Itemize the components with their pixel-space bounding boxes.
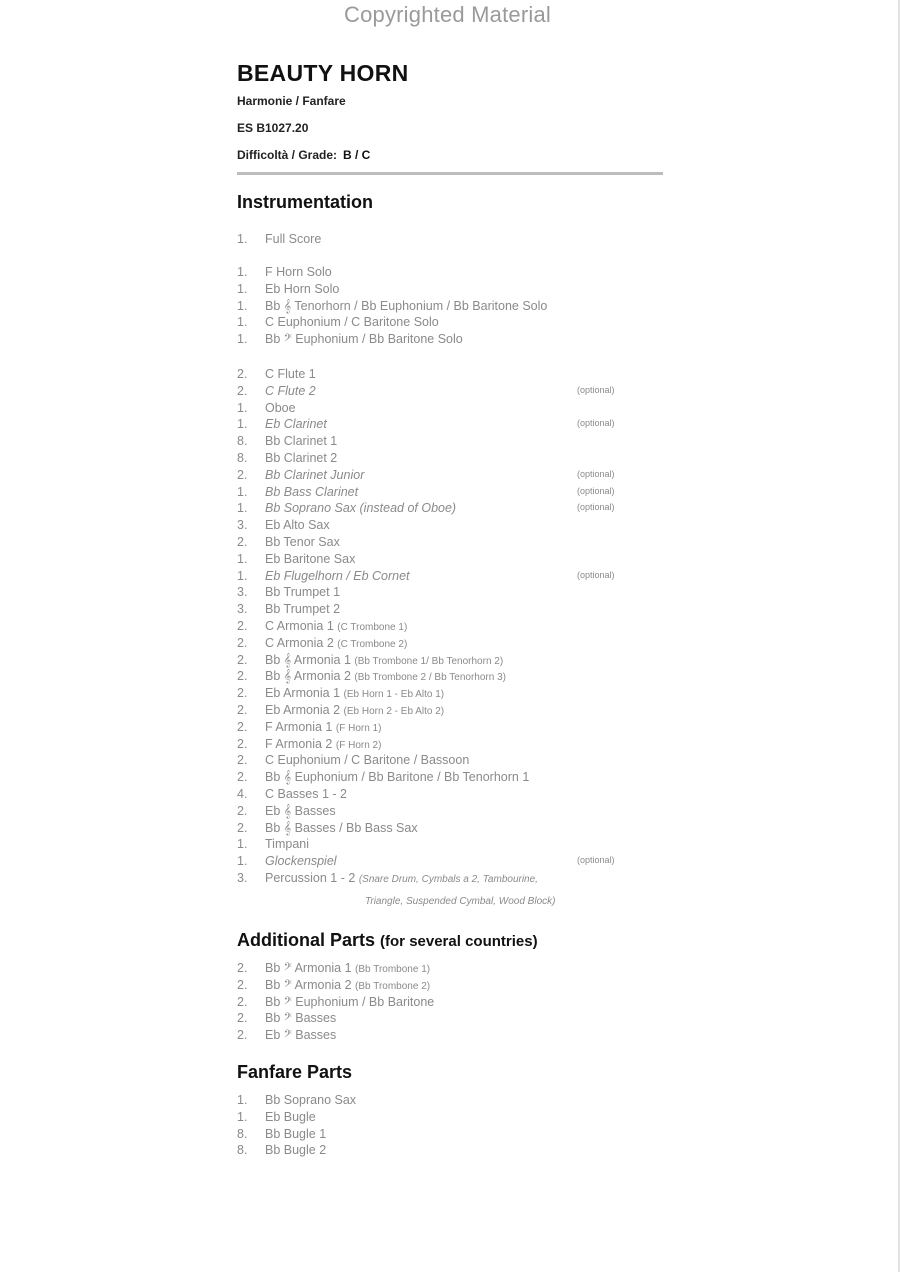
part-note: (Bb Trombone 2 / Bb Tenorhorn 3) [354,672,506,684]
part-item [237,434,657,451]
part-name: Full Score [265,232,322,246]
part-name: C Euphonium / C Baritone Solo [265,315,439,330]
part-name-line [265,602,340,616]
part-name-line [265,871,538,885]
part-name: Eb Baritone Sax [265,551,356,566]
part-item [237,619,657,636]
part-item [237,770,657,787]
part-name-line [265,451,337,465]
part-name-line [265,787,347,801]
part-item [237,552,657,569]
part-name: Eb Flugelhorn / Eb Cornet [265,568,410,583]
fanfare-list [237,1093,657,1160]
part-name: Bb Clarinet 2 [265,450,338,465]
part-item [237,636,657,653]
part-quantity: 3. [237,870,248,885]
part-quantity: 2. [237,686,248,701]
part-item [237,1127,657,1144]
part-item [237,1110,657,1127]
part-name: Bb 𝄞 Tenorhorn / Bb Euphonium / Bb Baritone Solo [265,298,548,313]
part-quantity: 8. [237,434,248,449]
part-item [237,535,657,552]
part-name-line [265,978,430,993]
part-name: Bb 𝄞 Armonia 2 [265,669,351,684]
part-item [237,299,657,316]
part-quantity: 1. [237,501,248,516]
subtitle: Harmonie / Fanfare [237,94,346,108]
part-quantity: 2. [237,994,248,1009]
part-name-line [265,821,418,836]
part-name: Bb 𝄢 Armonia 2 [265,977,352,992]
part-name: Oboe [265,400,296,415]
part-item [237,978,657,995]
part-item [237,995,657,1012]
part-name-line [265,485,358,499]
part-item [237,854,657,871]
part-quantity: 1. [237,568,248,583]
part-note: (C Trombone 1) [337,621,408,633]
optional-tag: (optional) [577,418,615,429]
part-name: Eb Armonia 2 [265,702,341,717]
part-name-line [265,753,469,767]
instrumentation-heading: Instrumentation [237,192,374,212]
part-note: (Eb Horn 1 - Eb Alto 1) [343,689,445,701]
part-quantity: 1. [237,315,248,330]
part-name: C Flute 1 [265,367,316,381]
part-name: F Horn Solo [265,265,332,279]
part-name-line [265,619,407,633]
part-item [237,871,657,888]
part-item [237,451,657,468]
part-item [237,585,657,602]
additional-list [237,961,657,1045]
part-name-line [265,501,456,515]
optional-tag: (optional) [577,384,615,395]
part-name-line [265,282,339,296]
part-item [237,961,657,978]
part-name: F Armonia 1 [265,719,333,734]
part-item [237,315,657,332]
part-quantity: 2. [237,618,248,633]
part-name: F Armonia 2 [265,736,333,751]
part-name-line [265,720,381,734]
part-name: Percussion 1 - 2 [265,870,356,885]
part-name: Bb Clarinet 1 [265,434,338,449]
part-quantity: 2. [237,467,248,482]
part-quantity: 2. [237,652,248,667]
part-quantity: 1. [237,332,248,347]
part-quantity: 1. [237,400,248,415]
part-quantity: 8. [237,450,248,465]
part-quantity: 8. [237,1126,248,1141]
part-name: Bb 𝄢 Euphonium / Bb Baritone Solo [265,332,463,347]
part-quantity: 2. [237,367,248,381]
part-name: Bb Trumpet 2 [265,602,341,617]
part-item [237,1011,657,1028]
part-name-line [265,315,439,329]
part-quantity: 2. [237,702,248,717]
part-quantity: 4. [237,786,248,801]
part-name-line [265,1110,316,1124]
part-quantity: 1. [237,417,248,432]
part-quantity: 2. [237,383,248,398]
part-item [237,417,657,434]
part-name-line [265,837,309,851]
part-quantity: 2. [237,977,248,992]
part-quantity: 1. [237,854,248,869]
part-name-line [265,299,547,314]
grade-line [237,148,370,162]
part-quantity: 2. [237,736,248,751]
part-name-line [265,669,506,684]
part-name-line [265,1127,326,1141]
part-name-line [265,770,529,785]
part-quantity: 2. [237,635,248,650]
solo-list [237,265,657,349]
part-quantity: 2. [237,1011,248,1026]
part-name-line [265,417,327,431]
part-quantity: 1. [237,837,248,852]
part-name: Eb Alto Sax [265,518,330,533]
part-name: Bb Trumpet 1 [265,585,341,600]
part-note: (F Horn 2) [335,739,382,751]
part-name: Bb Bugle 1 [265,1126,327,1141]
additional-heading [237,930,538,951]
part-item [237,753,657,770]
part-quantity: 8. [237,1143,248,1158]
part-name: Bb 𝄢 Armonia 1 [265,961,352,975]
part-quantity: 2. [237,770,248,785]
part-name: C Basses 1 - 2 [265,786,347,801]
part-name-line [265,384,316,398]
part-name: Eb Bugle [265,1109,316,1124]
part-name-line [265,585,340,599]
part-name: Bb Soprano Sax (instead of Oboe) [265,501,457,516]
optional-tag: (optional) [577,855,615,866]
part-quantity: 1. [237,484,248,499]
part-item [237,669,657,686]
part-item [237,265,657,282]
optional-tag: (optional) [577,569,615,580]
part-quantity: 3. [237,518,248,533]
page-title: BEAUTY HORN [237,60,409,86]
part-name-line [265,995,434,1010]
part-item [237,518,657,535]
part-quantity: 2. [237,820,248,835]
catalog-number: ES B1027.20 [237,121,309,135]
part-quantity: 1. [237,551,248,566]
part-name-line [265,518,330,532]
part-item [237,737,657,754]
part-item [237,367,657,384]
part-name-line [265,265,332,279]
part-name-line [265,854,337,868]
part-name: Eb 𝄢 Basses [265,1028,337,1043]
part-item [237,837,657,854]
part-item [237,804,657,821]
part-name: Bb 𝄞 Euphonium / Bb Baritone / Bb Tenorhorn 1 [265,770,530,785]
part-quantity: 2. [237,753,248,768]
part-name-line [265,636,407,650]
part-item [237,703,657,720]
part-name: Eb 𝄞 Basses [265,803,336,818]
part-name-line [265,401,296,415]
part-quantity: 3. [237,602,248,617]
part-note: (Eb Horn 2 - Eb Alto 2) [343,705,445,717]
part-item [237,720,657,737]
part-name: Bb Soprano Sax [265,1093,357,1107]
part-item [237,501,657,518]
part-quantity: 1. [237,281,248,296]
part-name: Bb 𝄞 Basses / Bb Bass Sax [265,820,418,835]
part-quantity: 2. [237,961,248,975]
part-quantity: 1. [237,1093,248,1107]
part-name-line [265,468,364,482]
part-name-line [265,1143,326,1157]
optional-tag: (optional) [577,502,615,513]
part-note: (Bb Trombone 1/ Bb Tenorhorn 2) [354,655,504,667]
parts-list [237,367,657,888]
part-name-line [265,737,381,751]
part-name-line [265,653,503,668]
part-name: Bb 𝄢 Euphonium / Bb Baritone [265,994,435,1009]
optional-tag: (optional) [577,468,615,479]
part-item [237,232,657,249]
part-note: (Bb Trombone 2) [355,980,431,992]
part-name: Bb Bass Clarinet [265,484,359,499]
part-note: (Snare Drum, Cymbals a 2, Tambourine, [358,873,538,885]
part-item [237,282,657,299]
part-quantity: 3. [237,585,248,600]
part-name: Bb 𝄞 Armonia 1 [265,652,351,667]
grade-value: B / C [343,148,371,162]
part-name: Eb Horn Solo [265,281,340,296]
part-name-line [265,367,316,381]
part-name-line [265,1028,336,1043]
part-note: (C Trombone 2) [337,638,408,650]
part-name-line [265,703,444,717]
part-item [237,1028,657,1045]
part-note: (Bb Trombone 1) [355,964,431,975]
part-item [237,468,657,485]
part-note: (F Horn 1) [335,722,382,734]
part-name: C Flute 2 [265,383,316,398]
part-name-line [265,1093,356,1107]
part-item [237,1143,657,1160]
copyright-watermark: Copyrighted Material [344,2,551,27]
additional-heading-title: Additional Parts [237,930,376,950]
part-item [237,401,657,418]
title-divider [237,172,663,175]
part-name-line [265,552,355,566]
grade-label: Difficoltà / Grade: [237,148,338,162]
part-name-line [265,332,463,347]
percussion-continued: Triangle, Suspended Cymbal, Wood Block) [365,896,556,907]
part-quantity: 1. [237,232,248,246]
part-item [237,1093,657,1110]
part-quantity: 1. [237,265,248,279]
part-name: Bb Clarinet Junior [265,467,365,482]
part-name-line [265,434,337,448]
part-name-line [265,232,321,246]
part-item [237,602,657,619]
part-quantity: 2. [237,719,248,734]
part-name: Bb 𝄢 Basses [265,1011,337,1026]
optional-tag: (optional) [577,485,615,496]
score-list [237,232,657,249]
part-item [237,332,657,349]
part-item [237,485,657,502]
part-name-line [265,686,444,700]
part-item [237,821,657,838]
part-quantity: 2. [237,534,248,549]
part-name-line [265,535,340,549]
part-name: Glockenspiel [265,854,337,869]
part-quantity: 1. [237,298,248,313]
part-name-line [265,804,336,819]
additional-heading-sub: (for several countries) [380,933,538,950]
part-item [237,384,657,401]
part-name: Eb Clarinet [265,417,327,432]
part-name: C Armonia 2 [265,635,334,650]
part-name-line [265,1011,336,1026]
part-name: C Armonia 1 [265,618,334,633]
part-name-line [265,569,410,583]
part-item [237,569,657,586]
part-item [237,787,657,804]
part-quantity: 2. [237,669,248,684]
fanfare-heading: Fanfare Parts [237,1062,353,1082]
part-name: Bb Tenor Sax [265,534,340,549]
part-quantity: 1. [237,1109,248,1124]
part-name: Eb Armonia 1 [265,686,341,701]
part-name: Bb Bugle 2 [265,1143,327,1158]
part-name: C Euphonium / C Baritone / Bassoon [265,753,470,768]
part-quantity: 2. [237,1028,248,1043]
part-item [237,686,657,703]
part-name: Timpani [265,837,309,852]
part-name-line [265,961,430,976]
part-item [237,653,657,670]
part-quantity: 2. [237,803,248,818]
